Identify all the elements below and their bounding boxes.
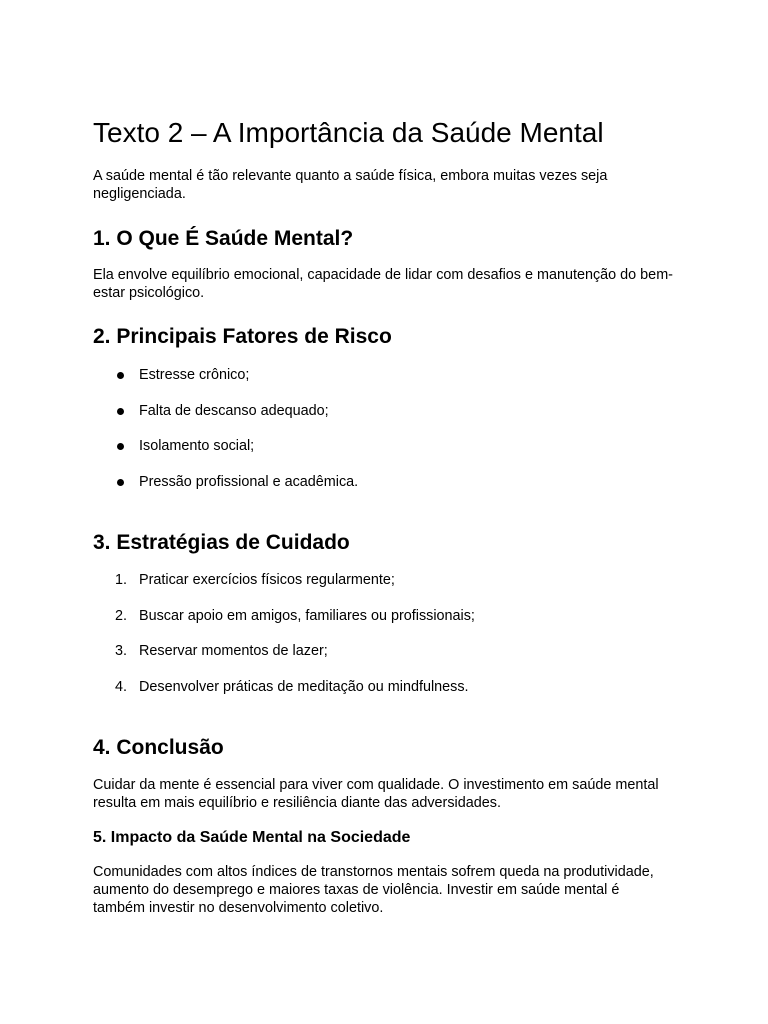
list-number: 3. — [115, 643, 128, 659]
bullet-icon — [117, 479, 124, 486]
section-4-heading: 4. Conclusão — [93, 736, 224, 759]
section-3-heading: 3. Estratégias de Cuidado — [93, 531, 350, 554]
bullet-icon — [117, 443, 124, 450]
list-item-text: Praticar exercícios físicos regularmente; — [139, 572, 395, 588]
bullet-icon — [117, 408, 124, 415]
list-number: 2. — [115, 607, 128, 624]
document-title: Texto 2 – A Importância da Saúde Mental — [93, 117, 604, 148]
section-4-body: Cuidar da mente é essencial para viver com qualidade. O investimento em saúde mental resulta em mais equilíbrio e resiliência diante das adversidades. — [93, 777, 659, 811]
list-item-text: Isolamento social; — [139, 438, 255, 454]
section-1-heading: 1. O Que É Saúde Mental? — [93, 227, 354, 250]
section-2-heading: 2. Principais Fatores de Risco — [93, 325, 392, 348]
section-1-body: Ela envolve equilíbrio emocional, capacidade de lidar com desafios e manutenção do bem-estar psicológico. — [93, 267, 673, 301]
list-item-text: Reservar momentos de lazer; — [139, 643, 328, 659]
section-5-heading: 5. Impacto da Saúde Mental na Sociedade — [93, 829, 411, 846]
list-item-text: Desenvolver práticas de meditação ou mindfulness. — [139, 678, 469, 695]
list-number: 1. — [115, 572, 128, 588]
list-item-text: Buscar apoio em amigos, familiares ou profissionais; — [139, 607, 475, 624]
intro-paragraph: A saúde mental é tão relevante quanto a saúde física, embora muitas vezes seja negligenciada. — [93, 168, 608, 202]
list-item-text: Pressão profissional e acadêmica. — [139, 473, 359, 490]
bullet-icon — [117, 372, 124, 379]
section-5-body: Comunidades com altos índices de transtornos mentais sofrem queda na produtividade, aumento do desemprego e maiores taxas de violência. Investir em saúde mental é também investir no desenvolvimento coletivo. — [93, 864, 654, 916]
list-item-text: Estresse crônico; — [139, 367, 250, 383]
list-item-text: Falta de descanso adequado; — [139, 402, 329, 419]
list-number: 4. — [115, 678, 128, 695]
